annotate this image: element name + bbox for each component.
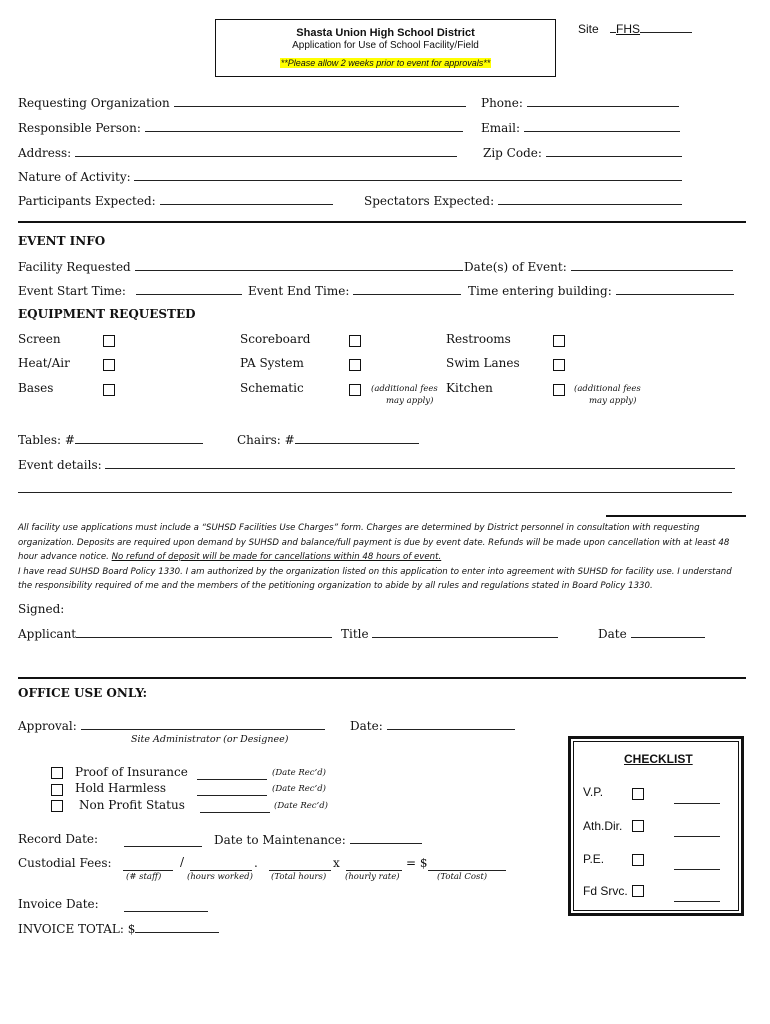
dates-label: Date(s) of Event: (464, 260, 567, 274)
hours-worked-caption: (hours worked) (187, 872, 253, 882)
checklist-box (568, 736, 744, 916)
insurance-date-caption: (Date Rec’d) (272, 768, 326, 778)
pa-system-checkbox[interactable] (349, 359, 361, 371)
hourly-rate-caption: (hourly rate) (345, 872, 400, 882)
approval-label: Approval: (18, 719, 77, 733)
swim-lanes-checkbox[interactable] (553, 359, 565, 371)
hold-harmless-date-line[interactable] (197, 784, 267, 796)
vp-checkbox[interactable] (632, 788, 644, 800)
dot-symbol: . (254, 856, 258, 870)
chairs-field[interactable] (237, 432, 419, 447)
maintenance-date-label: Date to Maintenance: (214, 833, 346, 847)
equipment-item-screen: Screen (18, 332, 61, 346)
kitchen-fee-note-2: may apply) (589, 396, 637, 406)
checklist-item-pe: P.E. (583, 852, 605, 866)
schematic-checkbox[interactable] (349, 384, 361, 396)
participants-field[interactable] (18, 193, 333, 208)
policy-text (18, 521, 748, 594)
event-details-line-2[interactable] (18, 492, 732, 493)
invoice-total-label: INVOICE TOTAL: $ (18, 922, 136, 936)
checklist-title: CHECKLIST (624, 752, 693, 766)
spectators-field[interactable] (364, 193, 682, 208)
spectators-label: Spectators Expected: (364, 194, 495, 208)
equipment-item-swim-lanes: Swim Lanes (446, 356, 520, 370)
site-value: FHS (616, 22, 641, 36)
equipment-item-scoreboard: Scoreboard (240, 332, 311, 346)
phone-label: Phone: (481, 96, 523, 110)
responsible-person-field[interactable] (18, 120, 463, 135)
checklist-item-ath-dir: Ath.Dir. (583, 819, 623, 833)
sign-date-label: Date (598, 627, 627, 641)
divider (18, 677, 746, 679)
tables-field[interactable] (18, 432, 203, 447)
no-refund-notice: No refund of deposit will be made for cancellations within 48 hours of event. (111, 552, 442, 562)
title-label: Title (341, 627, 369, 641)
equipment-item-bases: Bases (18, 381, 54, 395)
invoice-date-line[interactable] (124, 900, 208, 912)
record-date-label: Record Date: (18, 832, 99, 846)
chairs-label: Chairs: # (237, 433, 295, 447)
hold-harmless-date-caption: (Date Rec’d) (272, 784, 326, 794)
hold-harmless-checkbox[interactable] (51, 784, 63, 796)
hourly-rate-line[interactable] (346, 859, 402, 871)
pe-checkbox[interactable] (632, 854, 644, 866)
tables-label: Tables: # (18, 433, 75, 447)
hold-harmless-label: Hold Harmless (75, 781, 167, 795)
invoice-date-label: Invoice Date: (18, 897, 99, 911)
district-name: Shasta Union High School District (296, 27, 475, 39)
title-field[interactable] (341, 626, 558, 641)
insurance-checkbox[interactable] (51, 767, 63, 779)
total-cost-line[interactable] (428, 859, 506, 871)
equals-symbol: = $ (406, 856, 428, 870)
approval-date-field[interactable] (350, 718, 515, 733)
event-details-field[interactable] (18, 457, 735, 472)
screen-checkbox[interactable] (103, 335, 115, 347)
heat-air-checkbox[interactable] (103, 359, 115, 371)
phone-field[interactable] (481, 95, 679, 110)
entering-time-field[interactable] (468, 283, 734, 298)
hours-worked-line[interactable] (190, 859, 252, 871)
email-field[interactable] (481, 120, 680, 135)
total-cost-caption: (Total Cost) (437, 872, 488, 882)
non-profit-date-line[interactable] (200, 801, 270, 813)
site-field (578, 21, 692, 36)
address-field[interactable] (18, 145, 457, 160)
facility-requested-field[interactable] (18, 259, 463, 274)
approval-date-label: Date: (350, 719, 383, 733)
checklist-item-vp: V.P. (583, 785, 604, 799)
equipment-item-restrooms: Restrooms (446, 332, 511, 346)
applicant-field[interactable] (18, 626, 332, 641)
approval-field[interactable] (18, 718, 325, 733)
custodial-fees-label: Custodial Fees: (18, 856, 112, 870)
times-symbol: x (333, 856, 340, 870)
requesting-org-field[interactable] (18, 95, 466, 110)
non-profit-date-caption: (Date Rec’d) (274, 801, 328, 811)
event-dates-field[interactable] (464, 259, 733, 274)
end-time-field[interactable] (248, 283, 461, 298)
address-label: Address: (18, 146, 72, 160)
participants-label: Participants Expected: (18, 194, 156, 208)
zip-field[interactable] (483, 145, 682, 160)
equipment-heading: EQUIPMENT REQUESTED (18, 307, 196, 321)
divider (18, 221, 746, 223)
nature-of-activity-field[interactable] (18, 169, 682, 184)
site-label: Site (578, 22, 599, 36)
start-label: Event Start Time: (18, 284, 126, 298)
end-label: Event End Time: (248, 284, 350, 298)
equipment-item-pa-system: PA System (240, 356, 304, 370)
facility-label: Facility Requested (18, 260, 131, 274)
vp-initial-line[interactable] (674, 792, 720, 804)
approval-notice: **Please allow 2 weeks prior to event for approvals** (280, 58, 491, 68)
insurance-date-line[interactable] (197, 768, 267, 780)
equipment-item-heat-air: Heat/Air (18, 356, 70, 370)
fd-srvc-checkbox[interactable] (632, 885, 644, 897)
email-label: Email: (481, 121, 521, 135)
office-use-heading: OFFICE USE ONLY: (18, 686, 148, 700)
form-header (215, 19, 556, 77)
form-subtitle: Application for Use of School Facility/Field (292, 40, 479, 51)
invoice-total-field[interactable] (18, 921, 219, 936)
staff-count-line[interactable] (123, 859, 173, 871)
event-details-label: Event details: (18, 458, 102, 472)
requesting-org-label: Requesting Organization (18, 96, 170, 110)
maintenance-date-field[interactable] (214, 832, 422, 847)
staff-caption: (# staff) (126, 872, 162, 882)
non-profit-checkbox[interactable] (51, 800, 63, 812)
nature-label: Nature of Activity: (18, 170, 131, 184)
sign-date-field[interactable] (598, 626, 705, 641)
entering-label: Time entering building: (468, 284, 612, 298)
checklist-item-fd-srvc: Fd Srvc. (583, 884, 628, 898)
scoreboard-checkbox[interactable] (349, 335, 361, 347)
insurance-label: Proof of Insurance (75, 765, 188, 779)
divider-short (606, 515, 746, 517)
restrooms-checkbox[interactable] (553, 335, 565, 347)
ath-dir-checkbox[interactable] (632, 820, 644, 832)
schematic-fee-note-1: (additional fees (371, 384, 438, 394)
start-time-field[interactable] (18, 283, 242, 298)
applicant-label: Applicant (18, 627, 77, 641)
bases-checkbox[interactable] (103, 384, 115, 396)
responsible-person-label: Responsible Person: (18, 121, 141, 135)
fd-srvc-initial-line[interactable] (674, 890, 720, 902)
total-hours-line[interactable] (269, 859, 331, 871)
policy-paragraph-1: All facility use applications must include a “SUHSD Facilities Use Charges” form. Charges are determined by District personnel in consultation with requesting organization. Deposits are required upon demand by SUHSD and balance/full payment is due by event date. Refunds will be made upon cancellation with at least 48 hour advance notice. (18, 523, 730, 562)
kitchen-fee-note-1: (additional fees (574, 384, 641, 394)
record-date-line[interactable] (124, 835, 202, 847)
ath-dir-initial-line[interactable] (674, 825, 720, 837)
schematic-fee-note-2: may apply) (386, 396, 434, 406)
signed-label: Signed: (18, 602, 65, 616)
site-admin-caption: Site Administrator (or Designee) (131, 734, 289, 745)
slash-symbol: / (180, 855, 185, 869)
pe-initial-line[interactable] (674, 858, 720, 870)
equipment-item-kitchen: Kitchen (446, 381, 493, 395)
non-profit-label: Non Profit Status (79, 798, 185, 812)
equipment-item-schematic: Schematic (240, 381, 304, 395)
total-hours-caption: (Total hours) (271, 872, 327, 882)
event-info-heading: EVENT INFO (18, 234, 106, 248)
kitchen-checkbox[interactable] (553, 384, 565, 396)
zip-label: Zip Code: (483, 146, 542, 160)
policy-paragraph-2: I have read SUHSD Board Policy 1330. I am authorized by the organization listed on this application to enter into agreement with SUHSD for facility use. I understand the responsibility required of me and the members of the petitioning organization to abide by all rules and regulations stated in Board Policy 1330. (18, 566, 732, 591)
